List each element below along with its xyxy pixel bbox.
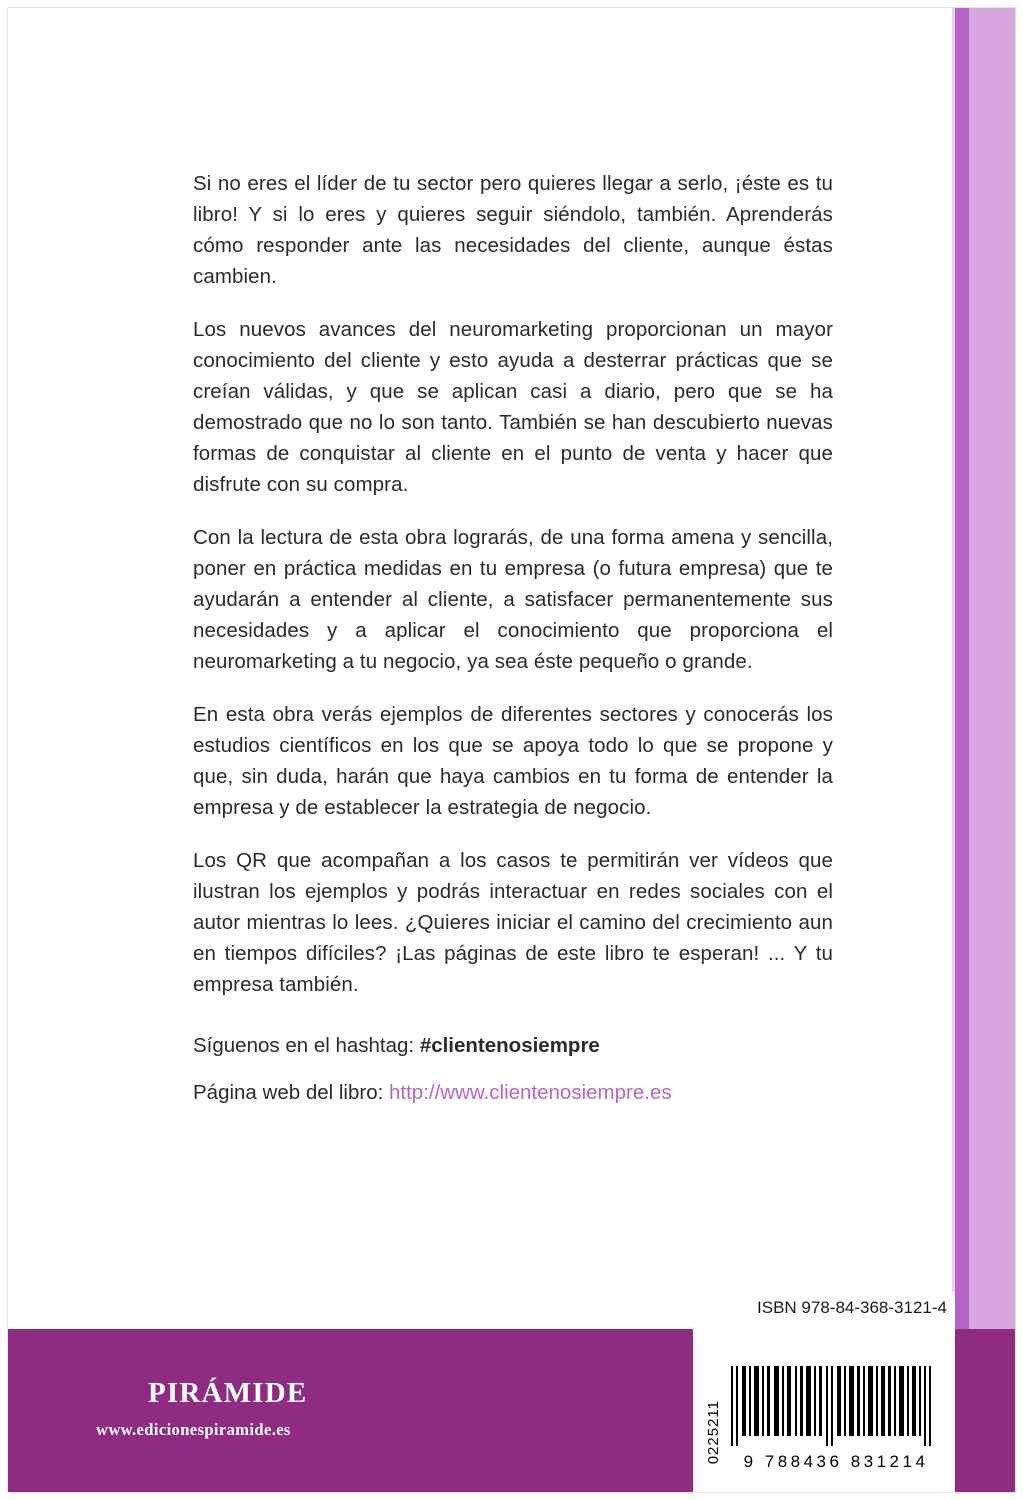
website-url-link[interactable]: http://www.clientenosiempre.es: [389, 1081, 672, 1104]
spine-strip-light: [969, 8, 1015, 1492]
cover-sheet: [8, 8, 1015, 1492]
internal-code: 0225211: [705, 1399, 722, 1464]
barcode-icon: [727, 1366, 945, 1446]
website-label: Página web del libro:: [193, 1081, 390, 1104]
barcode-digits: 9 788436 831214: [743, 1452, 929, 1471]
hashtag-value: #clientenosiempre: [419, 1034, 600, 1057]
blurb-paragraph: Los QR que acompañan a los casos te permitirán ver vídeos que ilustran los ejemplos y podrás interactuar en redes sociales con el autor mientras lo lees. ¿Quieres iniciar el camino del crecimiento aun en tiempos difíciles? ¡Las páginas de este libro te esperan! ... Y tu empresa también.: [193, 849, 833, 996]
isbn-number: ISBN 978-84-368-3121-4: [757, 1298, 947, 1317]
website-line: [193, 1077, 833, 1108]
blurb-paragraph: En esta obra verás ejemplos de diferentes sectores y conocerás los estudios científicos en los que se apoya todo lo que se propone y que, sin duda, harán que haya cambios en tu forma de entender la empresa y de establecer la estrategia de negocio.: [193, 703, 833, 819]
blurb-text-column: [193, 168, 833, 1108]
hashtag-line: [193, 1030, 833, 1061]
isbn-block: [693, 1292, 955, 1492]
publisher-website[interactable]: www.edicionespiramide.es: [96, 1420, 291, 1439]
blurb-paragraph: Si no eres el líder de tu sector pero quieres llegar a serlo, ¡éste es tu libro! Y si lo eres y quieres seguir siéndolo, también. Aprenderás cómo responder ante las necesidades del cliente, aunque éstas cambien.: [193, 172, 833, 288]
publisher-name: PIRÁMIDE: [148, 1377, 308, 1409]
barcode-area: [705, 1366, 945, 1471]
hashtag-label: Síguenos en el hashtag:: [193, 1034, 420, 1057]
blurb-paragraph: Los nuevos avances del neuromarketing proporcionan un mayor conocimiento del cliente y esto ayuda a desterrar prácticas que se creían válidas, y que se aplican casi a diario, pero que se ha demostrado que no lo son tanto. También se han descubierto nuevas formas de conquistar al cliente en el punto de venta y hacer que disfrute con su compra.: [193, 318, 833, 496]
spine-strip-hairline: [952, 8, 955, 1492]
blurb-paragraph: Con la lectura de esta obra lograrás, de una forma amena y sencilla, poner en práctica medidas en tu empresa (o futura empresa) que te ayudarán a entender al cliente, a satisfacer permanentemente sus necesidades y a aplicar el conocimiento que proporciona el neuromarketing a tu negocio, ya sea éste pequeño o grande.: [193, 526, 833, 673]
spine-strip-dark: [955, 8, 969, 1492]
